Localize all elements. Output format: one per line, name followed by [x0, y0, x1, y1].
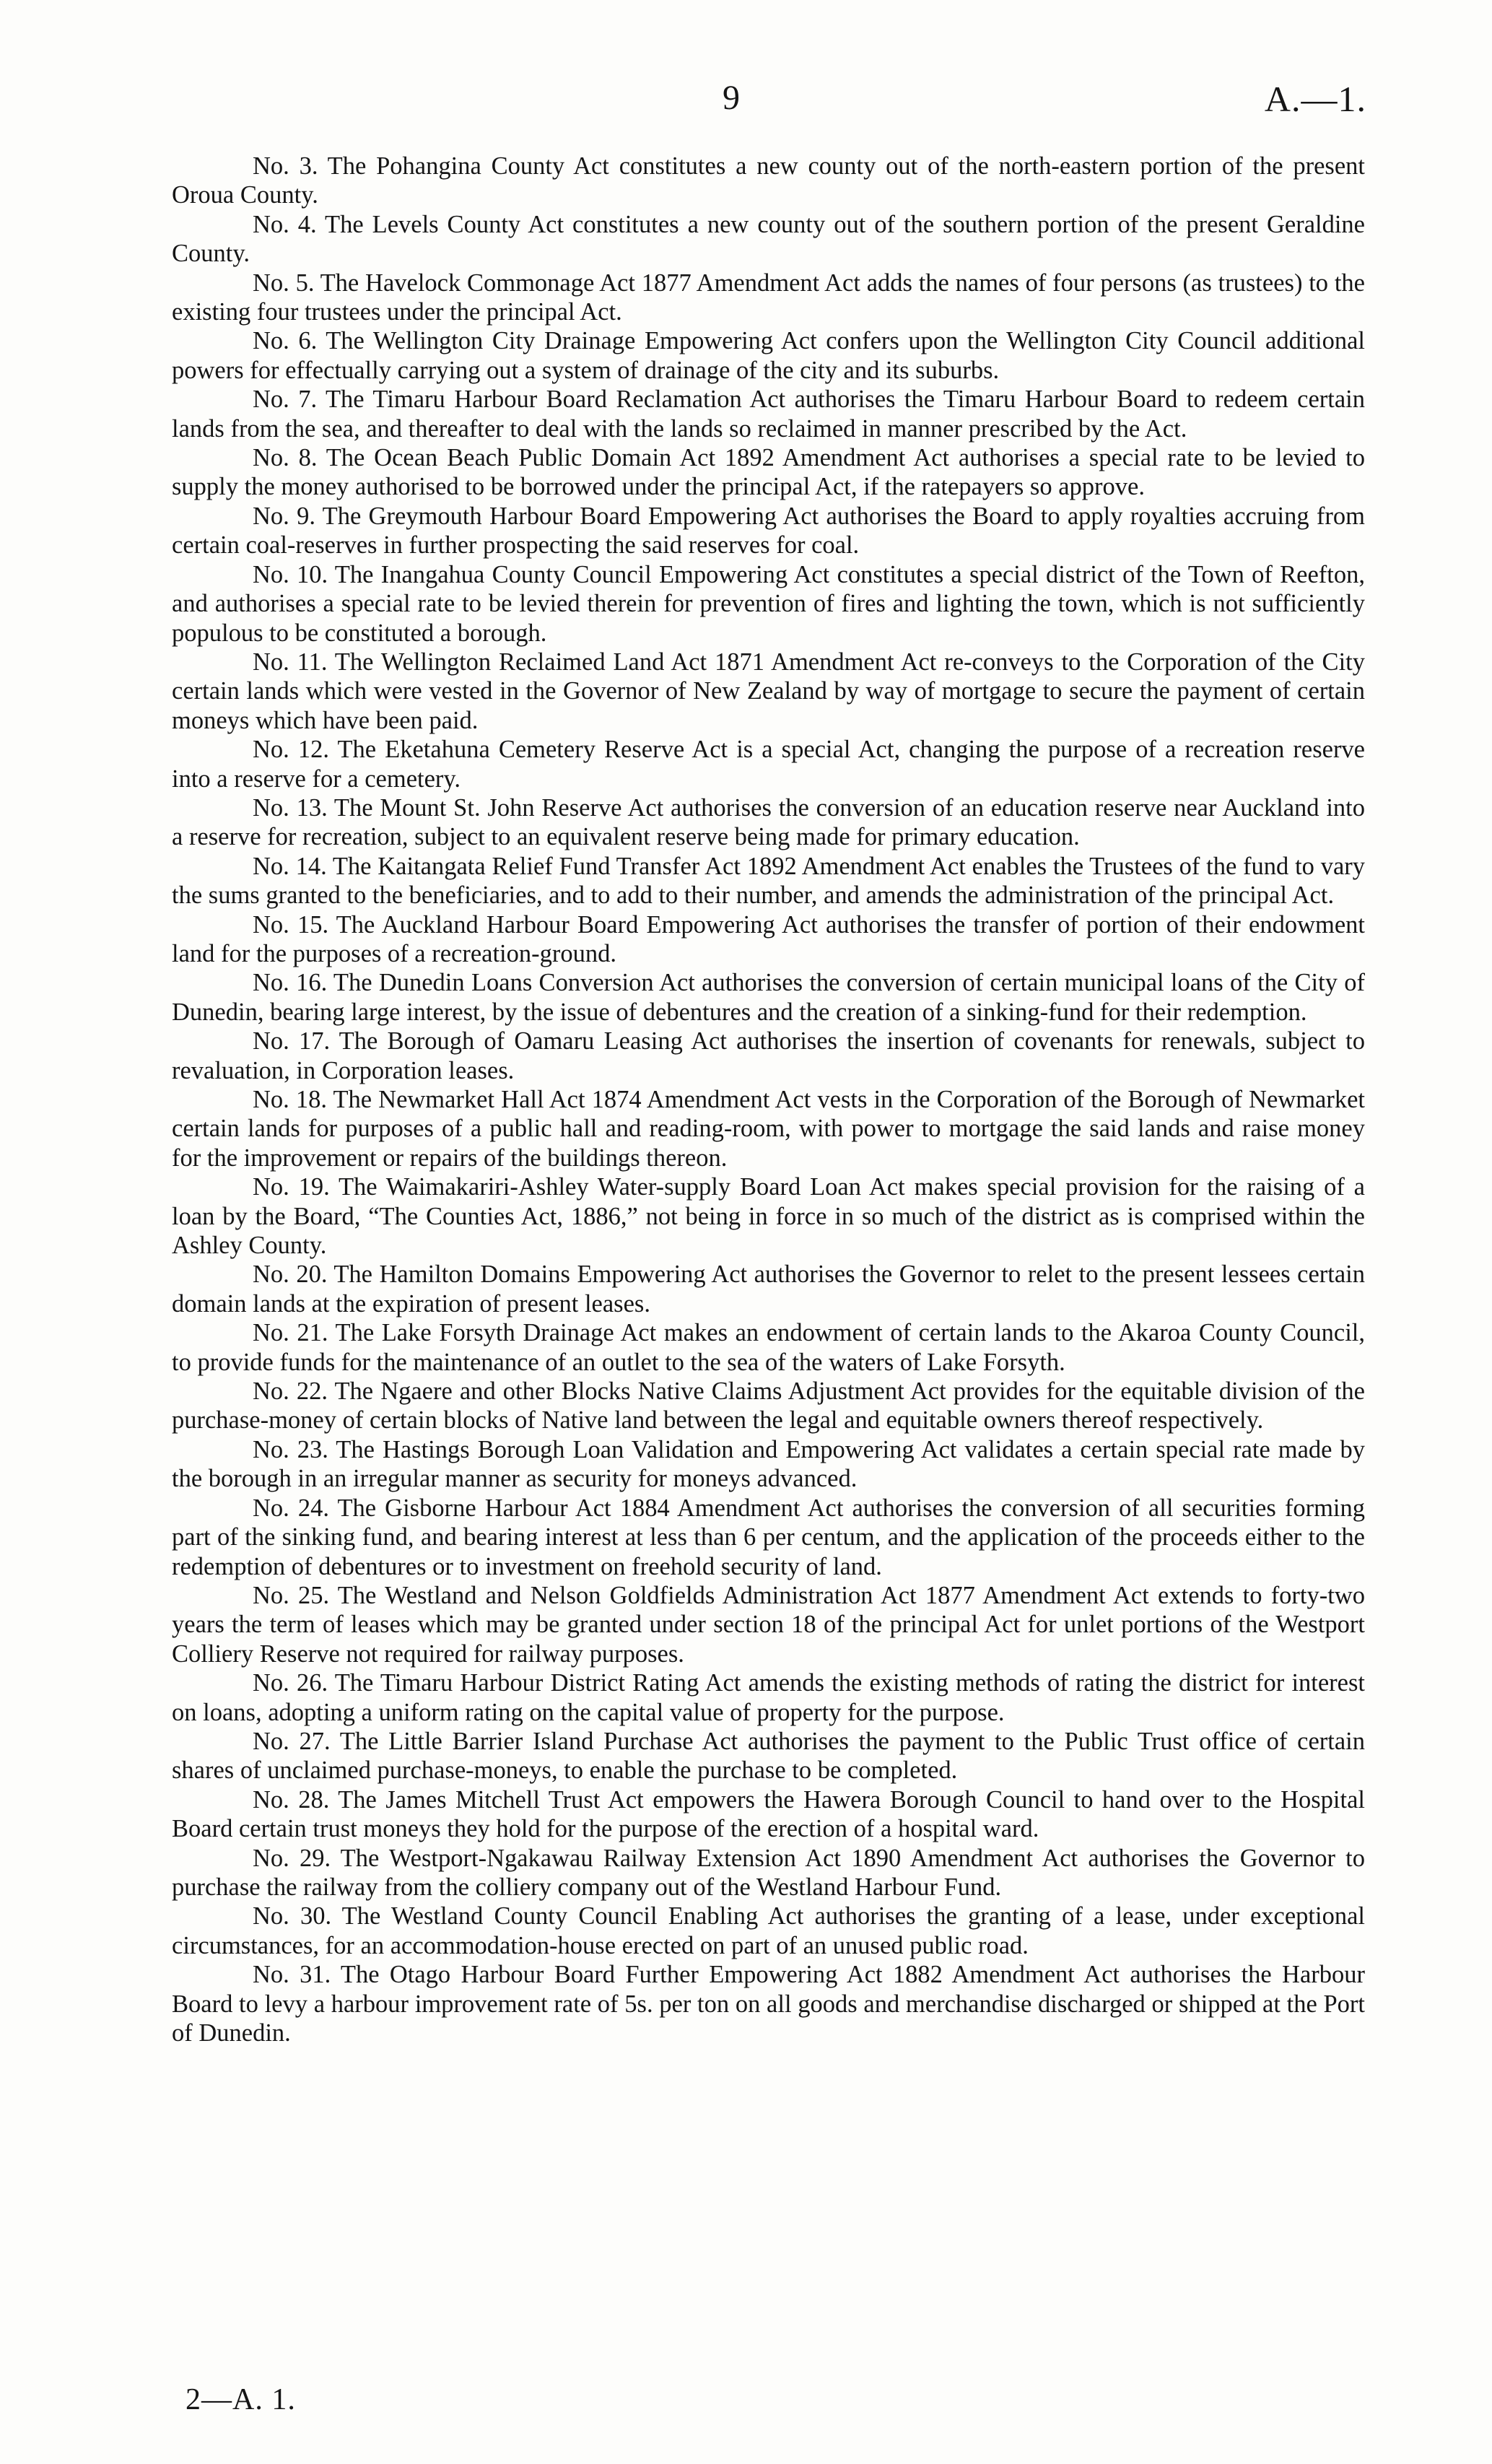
paragraph-act-7: No. 7. The Timaru Harbour Board Reclamation Act authorises the Timaru Harbour Board to redeem certain lands from the sea, and thereafter to deal with the lands so reclaimed in manner prescribed by the Act.: [172, 386, 1365, 443]
paragraph-act-30: No. 30. The Westland County Council Enabling Act authorises the granting of a lease, under exceptional circumstances, for an accommodation-house erected on part of an unused public road.: [172, 1902, 1365, 1959]
paragraph-act-21: No. 21. The Lake Forsyth Drainage Act makes an endowment of certain lands to the Akaroa County Council, to provide funds for the maintenance of an outlet to the sea of the waters of Lake Forsyth.: [172, 1319, 1365, 1376]
page-number: 9: [723, 79, 740, 117]
paragraph-act-16: No. 16. The Dunedin Loans Conversion Act authorises the conversion of certain municipal loans of the City of Dunedin, bearing large interest, by the issue of debentures and the creation of a sinking-fund for their redemption.: [172, 969, 1365, 1026]
paragraph-act-22: No. 22. The Ngaere and other Blocks Native Claims Adjustment Act provides for the equitable division of the purchase-money of certain blocks of Native land between the legal and equitable owners thereof respectively.: [172, 1377, 1365, 1435]
paragraph-act-10: No. 10. The Inangahua County Council Empowering Act constitutes a special district of the Town of Reefton, and authorises a special rate to be levied therein for prevention of fires and lighting the town, which is not sufficiently populous to be constituted a borough.: [172, 560, 1365, 647]
paragraph-act-20: No. 20. The Hamilton Domains Empowering Act authorises the Governor to relet to the present lessees certain domain lands at the expiration of present leases.: [172, 1261, 1365, 1318]
paragraph-act-3: No. 3. The Pohangina County Act constitutes a new county out of the north-eastern portion of the present Oroua County.: [172, 152, 1365, 209]
paragraph-act-24: No. 24. The Gisborne Harbour Act 1884 Amendment Act authorises the conversion of all securities forming part of the sinking fund, and bearing interest at less than 6 per centum, and the application of the proceeds either to the redemption of debentures or to investment on freehold security of land.: [172, 1494, 1365, 1580]
paragraph-act-8: No. 8. The Ocean Beach Public Domain Act 1892 Amendment Act authorises a special rate to be levied to supply the money authorised to be borrowed under the principal Act, if the ratepayers so approve.: [172, 444, 1365, 501]
paragraph-act-31: No. 31. The Otago Harbour Board Further Empowering Act 1882 Amendment Act authorises the Harbour Board to levy a harbour improvement rate of 5s. per ton on all goods and merchandise discharged or shipped at the Port of Dunedin.: [172, 1961, 1365, 2047]
paragraph-act-18: No. 18. The Newmarket Hall Act 1874 Amendment Act vests in the Corporation of the Borough of Newmarket certain lands for purposes of a public hall and reading-room, with power to mortgage the said lands and raise money for the improvement or repairs of the buildings thereon.: [172, 1086, 1365, 1172]
body-text: [172, 152, 1365, 2047]
paragraph-act-4: No. 4. The Levels County Act constitutes a new county out of the southern portion of the present Geraldine County.: [172, 210, 1365, 268]
paragraph-act-17: No. 17. The Borough of Oamaru Leasing Act authorises the insertion of covenants for renewals, subject to revaluation, in Corporation leases.: [172, 1027, 1365, 1084]
paragraph-act-5: No. 5. The Havelock Commonage Act 1877 Amendment Act adds the names of four persons (as trustees) to the existing four trustees under the principal Act.: [172, 269, 1365, 326]
paragraph-act-11: No. 11. The Wellington Reclaimed Land Act 1871 Amendment Act re-conveys to the Corporation of the City certain lands which were vested in the Governor of New Zealand by way of mortgage to secure the payment of certain moneys which have been paid.: [172, 648, 1365, 734]
paragraph-act-27: No. 27. The Little Barrier Island Purchase Act authorises the payment to the Public Trust office of certain shares of unclaimed purchase-moneys, to enable the purchase to be completed.: [172, 1727, 1365, 1785]
paragraph-act-26: No. 26. The Timaru Harbour District Rating Act amends the existing methods of rating the district for interest on loans, adopting a uniform rating on the capital value of property for the purpose.: [172, 1669, 1365, 1726]
paragraph-act-14: No. 14. The Kaitangata Relief Fund Transfer Act 1892 Amendment Act enables the Trustees of the fund to vary the sums granted to the beneficiaries, and to add to their number, and amends the administration of the principal Act.: [172, 852, 1365, 910]
document-reference: A.—1.: [1264, 79, 1366, 119]
paragraph-act-9: No. 9. The Greymouth Harbour Board Empowering Act authorises the Board to apply royalties accruing from certain coal-reserves in further prospecting the said reserves for coal.: [172, 502, 1365, 560]
paragraph-act-25: No. 25. The Westland and Nelson Goldfields Administration Act 1877 Amendment Act extends to forty-two years the term of leases which may be granted under section 18 of the principal Act for unlet portions of the Westport Colliery Reserve not required for railway purposes.: [172, 1581, 1365, 1668]
paragraph-act-23: No. 23. The Hastings Borough Loan Validation and Empowering Act validates a certain special rate made by the borough in an irregular manner as security for moneys advanced.: [172, 1435, 1365, 1493]
paragraph-act-15: No. 15. The Auckland Harbour Board Empowering Act authorises the transfer of portion of their endowment land for the purposes of a recreation-ground.: [172, 910, 1365, 967]
paragraph-act-19: No. 19. The Waimakariri-Ashley Water-supply Board Loan Act makes special provision for the raising of a loan by the Board, “The Counties Act, 1886,” not being in force in so much of the district as is comprised within the Ashley County.: [172, 1173, 1365, 1260]
paragraph-act-13: No. 13. The Mount St. John Reserve Act authorises the conversion of an education reserve near Auckland into a reserve for recreation, subject to an equivalent reserve being made for primary education.: [172, 793, 1365, 851]
paragraph-act-12: No. 12. The Eketahuna Cemetery Reserve Act is a special Act, changing the purpose of a recreation reserve into a reserve for a cemetery.: [172, 736, 1365, 793]
paragraph-act-6: No. 6. The Wellington City Drainage Empowering Act confers upon the Wellington City Council additional powers for effectually carrying out a system of drainage of the city and its suburbs.: [172, 327, 1365, 384]
paragraph-act-29: No. 29. The Westport-Ngakawau Railway Extension Act 1890 Amendment Act authorises the Governor to purchase the railway from the colliery company out of the Westland Harbour Fund.: [172, 1844, 1365, 1901]
signature-mark: 2—A. 1.: [186, 2383, 296, 2416]
paragraph-act-28: No. 28. The James Mitchell Trust Act empowers the Hawera Borough Council to hand over to the Hospital Board certain trust moneys they hold for the purpose of the erection of a hospital ward.: [172, 1785, 1365, 1843]
